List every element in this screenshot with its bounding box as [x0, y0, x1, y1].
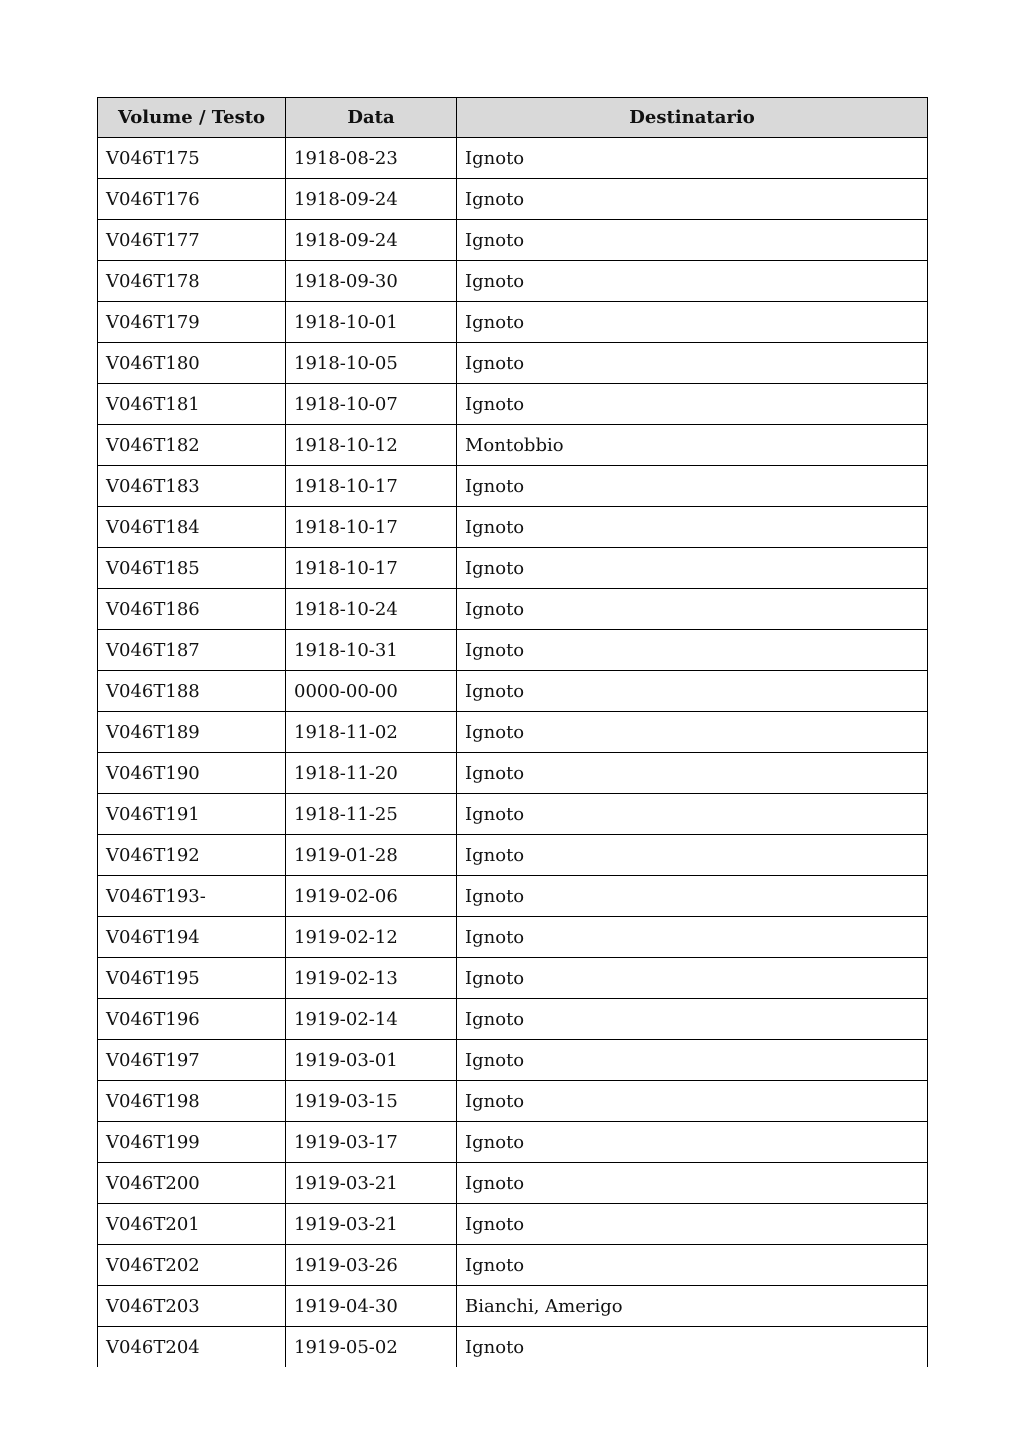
cell-volume-testo: V046T182: [98, 425, 286, 466]
cell-destinatario: Ignoto: [457, 753, 928, 794]
cell-destinatario: Ignoto: [457, 1040, 928, 1081]
cell-destinatario: Ignoto: [457, 261, 928, 302]
table-row: [98, 1122, 928, 1163]
cell-data: 1918-10-24: [286, 589, 457, 630]
table-row: [98, 999, 928, 1040]
cell-data: 1919-03-21: [286, 1163, 457, 1204]
cell-data: 1918-10-17: [286, 466, 457, 507]
cell-volume-testo: V046T175: [98, 138, 286, 179]
table-row: [98, 753, 928, 794]
table-row: [98, 835, 928, 876]
cell-destinatario: Ignoto: [457, 1245, 928, 1286]
table-row: [98, 1081, 928, 1122]
cell-data: 1919-05-02: [286, 1327, 457, 1368]
cell-destinatario: Ignoto: [457, 1327, 928, 1368]
table-body: [98, 138, 928, 1368]
cell-volume-testo: V046T181: [98, 384, 286, 425]
cell-destinatario: Ignoto: [457, 835, 928, 876]
cell-volume-testo: V046T180: [98, 343, 286, 384]
cell-volume-testo: V046T204: [98, 1327, 286, 1368]
table-row: [98, 1163, 928, 1204]
cell-destinatario: Ignoto: [457, 958, 928, 999]
cell-data: 1918-09-24: [286, 220, 457, 261]
table-row: [98, 466, 928, 507]
cell-data: 1919-01-28: [286, 835, 457, 876]
table-row: [98, 220, 928, 261]
cell-data: 1918-11-25: [286, 794, 457, 835]
table-row: [98, 138, 928, 179]
cell-data: 1919-03-17: [286, 1122, 457, 1163]
cell-data: 1919-02-13: [286, 958, 457, 999]
table-row: [98, 1245, 928, 1286]
cell-destinatario: Ignoto: [457, 712, 928, 753]
cell-volume-testo: V046T193-: [98, 876, 286, 917]
cell-destinatario: Ignoto: [457, 876, 928, 917]
cell-destinatario: Ignoto: [457, 138, 928, 179]
cell-destinatario: Ignoto: [457, 917, 928, 958]
table-row: [98, 1327, 928, 1368]
cell-volume-testo: V046T201: [98, 1204, 286, 1245]
cell-destinatario: Ignoto: [457, 999, 928, 1040]
cell-destinatario: Ignoto: [457, 1163, 928, 1204]
cell-data: 1918-10-07: [286, 384, 457, 425]
cell-volume-testo: V046T203: [98, 1286, 286, 1327]
cell-data: 0000-00-00: [286, 671, 457, 712]
table-row: [98, 384, 928, 425]
cell-volume-testo: V046T192: [98, 835, 286, 876]
table-row: [98, 671, 928, 712]
cell-volume-testo: V046T183: [98, 466, 286, 507]
cell-volume-testo: V046T179: [98, 302, 286, 343]
header-data: Data: [286, 98, 457, 138]
cell-volume-testo: V046T189: [98, 712, 286, 753]
cell-volume-testo: V046T177: [98, 220, 286, 261]
table-row: [98, 261, 928, 302]
header-volume-testo: Volume / Testo: [98, 98, 286, 138]
cell-destinatario: Ignoto: [457, 794, 928, 835]
letters-table: [97, 97, 928, 1367]
cell-data: 1918-11-02: [286, 712, 457, 753]
cell-data: 1918-10-05: [286, 343, 457, 384]
cell-destinatario: Ignoto: [457, 1204, 928, 1245]
cell-volume-testo: V046T197: [98, 1040, 286, 1081]
cell-data: 1918-11-20: [286, 753, 457, 794]
table-header: [98, 98, 928, 138]
cell-destinatario: Ignoto: [457, 630, 928, 671]
cell-data: 1919-04-30: [286, 1286, 457, 1327]
cell-volume-testo: V046T195: [98, 958, 286, 999]
cell-destinatario: Ignoto: [457, 507, 928, 548]
cell-destinatario: Ignoto: [457, 384, 928, 425]
table-row: [98, 302, 928, 343]
header-destinatario: Destinatario: [457, 98, 928, 138]
cell-volume-testo: V046T176: [98, 179, 286, 220]
table-row: [98, 343, 928, 384]
cell-data: 1919-03-26: [286, 1245, 457, 1286]
table-row: [98, 179, 928, 220]
cell-volume-testo: V046T191: [98, 794, 286, 835]
cell-destinatario: Ignoto: [457, 589, 928, 630]
cell-data: 1919-03-15: [286, 1081, 457, 1122]
cell-volume-testo: V046T190: [98, 753, 286, 794]
table-row: [98, 507, 928, 548]
cell-data: 1919-02-14: [286, 999, 457, 1040]
cell-data: 1918-10-17: [286, 507, 457, 548]
cell-destinatario: Ignoto: [457, 671, 928, 712]
cell-volume-testo: V046T200: [98, 1163, 286, 1204]
cell-volume-testo: V046T178: [98, 261, 286, 302]
cell-volume-testo: V046T198: [98, 1081, 286, 1122]
cell-volume-testo: V046T184: [98, 507, 286, 548]
table-row: [98, 548, 928, 589]
table-row: [98, 630, 928, 671]
table-row: [98, 876, 928, 917]
cell-destinatario: Ignoto: [457, 548, 928, 589]
cell-volume-testo: V046T188: [98, 671, 286, 712]
cell-data: 1918-10-31: [286, 630, 457, 671]
cell-destinatario: Ignoto: [457, 343, 928, 384]
cell-destinatario: Ignoto: [457, 1122, 928, 1163]
table-row: [98, 425, 928, 466]
table-row: [98, 589, 928, 630]
cell-data: 1919-03-21: [286, 1204, 457, 1245]
header-row: [98, 98, 928, 138]
cell-volume-testo: V046T186: [98, 589, 286, 630]
cell-destinatario: Ignoto: [457, 220, 928, 261]
cell-volume-testo: V046T185: [98, 548, 286, 589]
cell-data: 1918-10-01: [286, 302, 457, 343]
cell-data: 1918-10-17: [286, 548, 457, 589]
cell-volume-testo: V046T187: [98, 630, 286, 671]
cell-data: 1919-03-01: [286, 1040, 457, 1081]
cell-volume-testo: V046T199: [98, 1122, 286, 1163]
table-row: [98, 1204, 928, 1245]
table-row: [98, 794, 928, 835]
cell-destinatario: Montobbio: [457, 425, 928, 466]
table-row: [98, 1040, 928, 1081]
cell-data: 1919-02-06: [286, 876, 457, 917]
cell-data: 1918-08-23: [286, 138, 457, 179]
cell-data: 1919-02-12: [286, 917, 457, 958]
cell-data: 1918-10-12: [286, 425, 457, 466]
cell-destinatario: Ignoto: [457, 302, 928, 343]
table-row: [98, 712, 928, 753]
cell-destinatario: Ignoto: [457, 466, 928, 507]
cell-destinatario: Ignoto: [457, 1081, 928, 1122]
table-row: [98, 1286, 928, 1327]
cell-volume-testo: V046T194: [98, 917, 286, 958]
table-row: [98, 917, 928, 958]
cell-volume-testo: V046T196: [98, 999, 286, 1040]
cell-data: 1918-09-30: [286, 261, 457, 302]
cell-data: 1918-09-24: [286, 179, 457, 220]
cell-destinatario: Bianchi, Amerigo: [457, 1286, 928, 1327]
cell-volume-testo: V046T202: [98, 1245, 286, 1286]
cell-destinatario: Ignoto: [457, 179, 928, 220]
table-row: [98, 958, 928, 999]
